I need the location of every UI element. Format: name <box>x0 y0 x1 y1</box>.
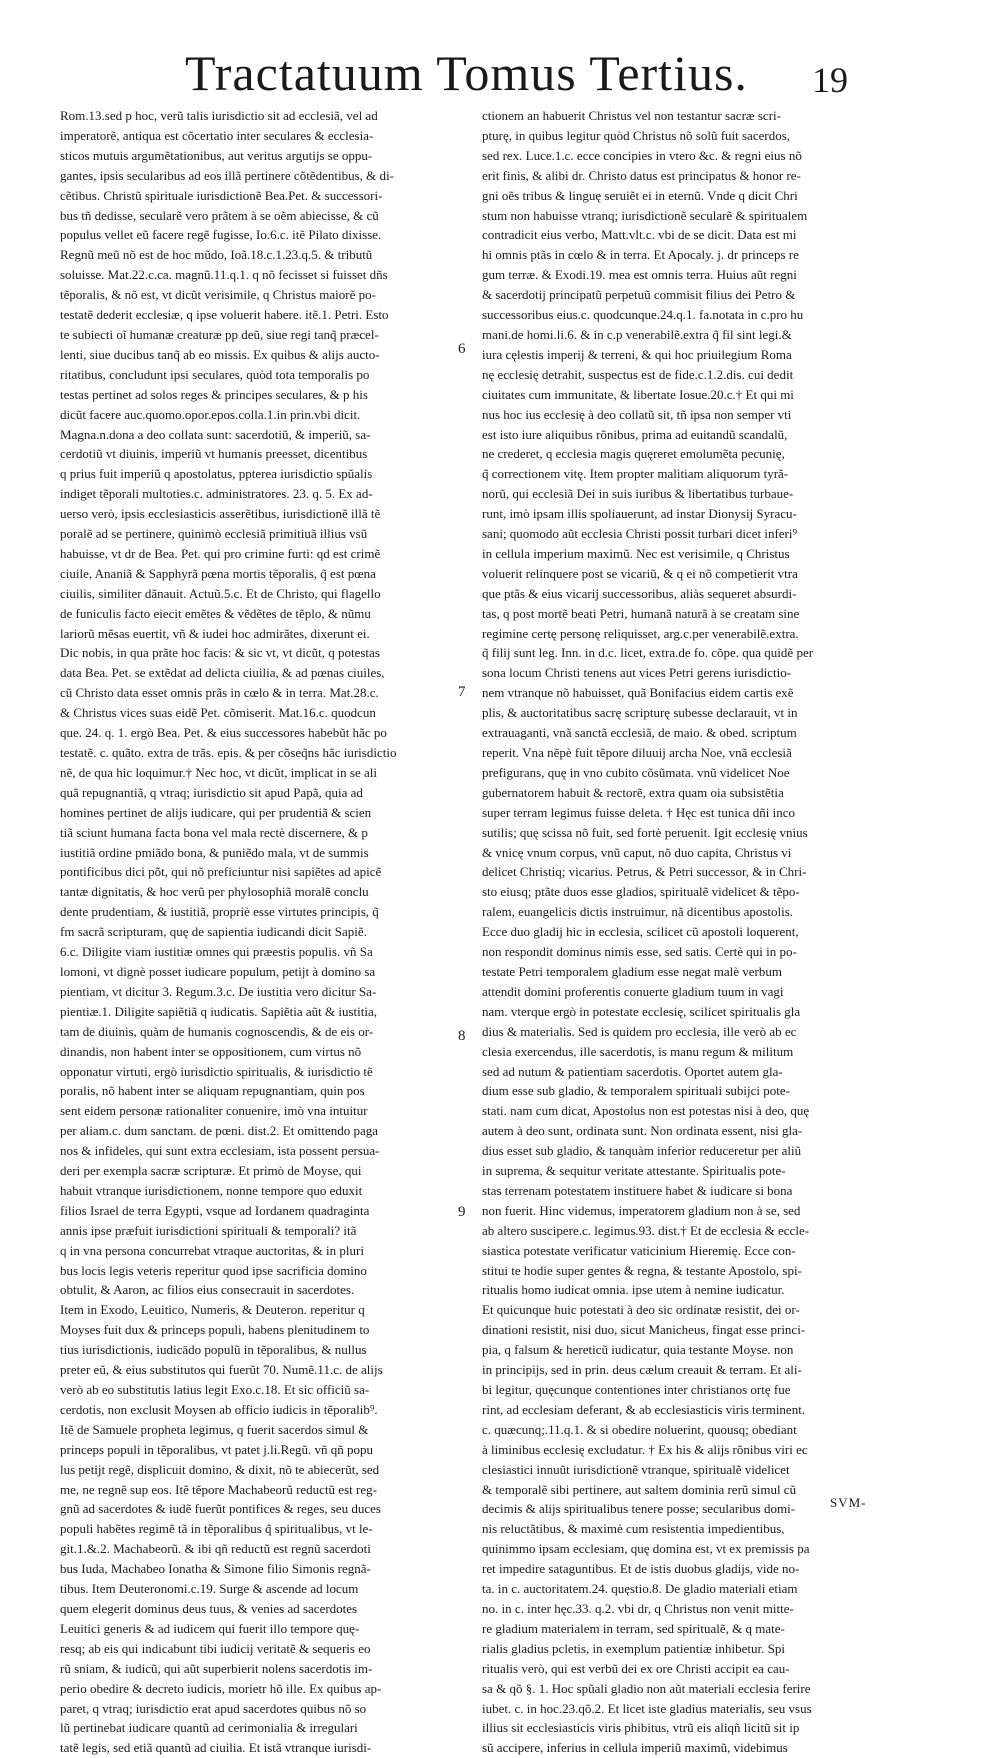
text-line: ciuilis, similiter dãnauit. Actuũ.5.c. Et de Christo, qui flagello <box>60 585 381 601</box>
text-line: populi habẽtes regimẽ tã in tẽporalibus q̃ spiritualibus, vt le- <box>60 1521 373 1537</box>
text-line: habuit vtranque iurisdictionem, nonne tempore quo eduxit <box>60 1182 363 1198</box>
text-line: siastica potestate verificatur vaticinium Hieremię. Ecce con- <box>482 1242 796 1258</box>
text-line: erit finis, & alibi dr. Christo datus est principatus & honor re- <box>482 167 801 183</box>
text-line: bus tñ dedisse, secularẽ vero prãtem à se oẽm abiecisse, & cũ <box>60 207 379 223</box>
text-line: stum non habuisse vtranq; iurisdictionẽ secularẽ & spiritualem <box>482 207 808 223</box>
text-line: illius sit ecclesiasticis viris phibitus, vtrũ eis aliqñ licitũ sit ip <box>482 1720 800 1736</box>
text-line: Item in Exodo, Leuitico, Numeris, & Deuteron. reperitur q <box>60 1302 365 1318</box>
text-line: ralem, euangelicis dictis instruimur, nã dicentibus apostolis. <box>482 904 794 920</box>
text-line: successoribus eius.c. quodcunque.24.q.1. fa.notata in c.pro hu <box>482 307 804 323</box>
text-line: regimine certę personę reliquisset, arg.c.per venerabilẽ.extra. <box>482 625 799 641</box>
text-line: paret, q vtraq; iurisdictio erat apud sacerdotes quibus nõ so <box>60 1700 367 1716</box>
text-line: git.1.&.2. Machabeorũ. & ibi qñ reductũ est regnũ sacerdoti <box>60 1541 371 1557</box>
margin-number-9: 9 <box>458 1204 466 1220</box>
text-line: habuisse, vt dr de Bea. Pet. qui pro crimine furti: qd est crimẽ <box>60 545 381 561</box>
text-line: nis reluctãtibus, & maximè cum resistentia impedientibus, <box>482 1521 785 1537</box>
catchword: SVM- <box>830 1495 867 1510</box>
text-line: attendit domini proferentis conuerte gladium tuum in vagi <box>482 983 784 999</box>
text-line: lũ pertinebat iudicare quantũ ad cerimonialia & irregulari <box>60 1720 358 1736</box>
text-line: tiã sciunt humana facta bona vel mala rectè discernere, & p <box>60 824 368 840</box>
text-line: tas, q post mortẽ beati Petri, humanã naturã à se creatam sine <box>482 605 800 621</box>
text-line: clesiastici innuũt iurisdictionẽ vtranque, spiritualẽ videlicet <box>482 1461 790 1477</box>
text-line: gantes, ipsis secularibus ad eos illã pertinere cõtẽdentibus, & di- <box>60 167 394 183</box>
text-line: fm sacrã scripturam, quę de sapientia iudicandi dicit Sapiẽ. <box>60 924 367 940</box>
text-line: que. 24. q. 1. ergò Bea. Pet. & eius successores habebũt hãc po <box>60 725 387 741</box>
text-line: stas terrenam potestatem instituere habet & iudicare si bona <box>482 1182 793 1198</box>
text-line: ne crederet, q ecclesia magis quęreret emolumẽta pecunię, <box>482 446 785 462</box>
text-line: dius esset sub gladio, & tanquàm inferior reduceretur per aliũ <box>482 1143 802 1159</box>
text-line: est isto iure aliquibus rõnibus, prima ad euitandũ scandalũ, <box>482 426 788 442</box>
text-line: ab altero suscipere.c. legimus.93. dist.† Et de ecclesia & eccle- <box>482 1222 810 1238</box>
text-line: lus petijt regẽ, displicuit domino, & dixit, nõ te abiecerũt, sed <box>60 1461 380 1477</box>
text-line: indiget tẽporali multoties.c. administratores. 23. q. 5. Ex ad- <box>60 486 373 502</box>
text-line: testatẽ. c. quãto. extra de trãs. epis. & per cõseq̃ns hãc iurisdictio <box>60 745 397 760</box>
text-line: testas pertinet ad solos reges & principes seculares, & p his <box>60 386 368 402</box>
text-line: à liminibus ecclesię excludatur. † Ex his & alijs rõnibus viri ec <box>482 1441 808 1457</box>
text-line: q̃ correctionem vitę. Item propter malitiam aliquorum tyrã- <box>482 466 789 482</box>
text-line: gum terræ. & Exodi.19. mea est omnis terra. Huius aũt regni <box>482 267 797 283</box>
text-line: nos & infideles, qui sunt extra ecclesiam, ista possent persua- <box>60 1143 380 1159</box>
text-line: stitui te hodie super gentes & regna, & testante Apostolo, spi- <box>482 1262 802 1278</box>
text-line: delicet Christiq; vicarius. Petrus, & Petri successor, & in Chri- <box>482 864 807 880</box>
text-line: lenti, siue ducibus tanq̃ ab eo missis. Ex quibus & alijs aucto- <box>60 346 380 362</box>
text-line: pontificibus dici põt, qui nõ preficiuntur nisi sapiẽtes ad apicẽ <box>60 864 382 880</box>
text-line: cẽtibus. Christũ spirituale iurisdictionẽ Bea.Pet. & successori- <box>60 187 383 203</box>
text-line: perio obedire & decreto iudicis, morietr hõ ille. Ex quibus ap- <box>60 1680 382 1696</box>
text-line: q in vna persona concurrebat vtraque auctoritas, & in pluri <box>60 1242 364 1258</box>
text-line: reperit. Vna nẽpè fuit tẽpore diluuij archa Noe, vnã ecclesiã <box>482 745 792 760</box>
text-line: non respondit dominus nimis esse, sed satis. Certè qui in po- <box>482 944 797 960</box>
text-line: ciuile, Ananiã & Sapphyrã pœna mortis tẽporalis, q̃ est pœna <box>60 565 376 581</box>
text-line: nẽ, de qua hic loquimur.† Nec hoc, vt dicũt, implicat in se ali <box>60 764 377 780</box>
text-line: soluisse. Mat.22.c.ca. magnũ.11.q.1. q nõ fecisset si fuisset dñs <box>60 267 388 283</box>
text-line: q prius fuit imperiũ q apostolatus, ppterea iurisdictio spũalis <box>60 466 373 482</box>
text-line: dium esse sub gladio, & temporalem spirituali subijci pote- <box>482 1083 790 1099</box>
text-line: data Bea. Pet. se extẽdat ad delicta ciuilia, & ad pœnas ciuiles, <box>60 665 385 681</box>
text-line: tantæ dignitatis, & hoc verũ per phylosophiã moralẽ conclu <box>60 884 369 900</box>
text-line: sani; quomodo aũt ecclesia Christi possit turbari dicet inferi⁹ <box>482 526 798 542</box>
text-line: pia, q falsum & hereticũ iudicatur, quia testante Moyse. non <box>482 1342 794 1358</box>
text-line: nam. vterque ergò in potestate ecclesię, scilicet spiritualis gla <box>482 1003 801 1019</box>
text-line: rũ sniam, & iudicũ, qui aũt superbierit nolens sacerdotis im- <box>60 1660 373 1676</box>
text-line: hi omnis ptãs in cœlo & in terra. Et Apocaly. j. dr princeps re <box>482 247 799 263</box>
text-line: ret impedire sataguntibus. Et de istis duobus gladijs, vide no- <box>482 1561 800 1577</box>
text-line: iubet. c. in hoc.23.qõ.2. Et licet iste gladius materialis, seu vsus <box>482 1700 812 1716</box>
text-line: pturę, in quibus legitur quòd Christus nõ solũ fuit sacerdos, <box>482 127 791 143</box>
text-line: plis, & auctoritatibus sacrę scripturę subesse declarauit, vt in <box>482 705 798 721</box>
text-line: stati. nam cum dicat, Apostolus non est potestas nisi à deo, quę <box>482 1103 810 1119</box>
margin-number-6: 6 <box>458 341 466 357</box>
text-line: Leuitici generis & ad iudicem qui fuerit illo tempore quę- <box>60 1620 360 1636</box>
text-line: lariorũ mẽsas euertit, vñ & iudei hoc admirãtes, dixerunt ei. <box>60 625 370 641</box>
text-line: filios Israel de terra Egypti, vsque ad Iordanem quadraginta <box>60 1202 370 1218</box>
text-line: bi legitur, quęcunque contentiones inter christianos ortę fue <box>482 1382 791 1397</box>
text-line: iura cęlestis imperij & terreni, & qui hoc priuilegium Roma <box>482 346 792 362</box>
text-line: Ecce duo gladij hic in ecclesia, scilicet cũ apostoli loquerent, <box>482 924 799 940</box>
text-line: dinationi resistit, nisi duo, sicut Manicheus, fingat esse princi- <box>482 1322 806 1338</box>
text-line: pientiam, vt dicitur 3. Regum.3.c. De iustitia vero dicitur Sa- <box>60 983 377 999</box>
text-line: poralẽ ad se pertinere, quinimò ecclesiã primitiuã illius vsũ <box>60 526 368 542</box>
page-number: 19 <box>812 60 848 100</box>
text-line: & sacerdotij principatũ perpetuũ commisit filius dei Petro & <box>482 287 796 303</box>
text-line: dinandis, non habent inter se oppositionem, cum virtus nõ <box>60 1043 362 1059</box>
text-line: resq; ab eis qui indicabunt tibi iudicij veritatẽ & sequeris eo <box>60 1640 371 1656</box>
text-line: gni oẽs tribus & linguę seruiẽt ei in eternũ. Vnde q dicit Chri <box>482 187 798 203</box>
page-title: Tractatuum Tomus Tertius. <box>185 45 748 101</box>
text-line: non fuerit. Hinc videmus, imperatorem gladium non à se, sed <box>482 1202 801 1218</box>
text-line: super terram legimus fuisse deleta. † Hęc est tunica dñi inco <box>482 804 795 820</box>
text-line: Rom.13.sed p hoc, verũ talis iurisdictio sit ad ecclesiã, vel ad <box>60 108 378 123</box>
text-line: no. in c. inter hęc.33. q.2. vbi dr, q Christus non venit mitte- <box>482 1600 794 1616</box>
text-line: pientiæ.1. Diligite sapiẽtiã q iudicatis. Sapiẽtia aũt & iustitia, <box>60 1003 378 1019</box>
text-line: prefigurans, quę in vno cubito cõsũmata. vnũ videlicet Noe <box>482 764 790 780</box>
text-line: sũ accipere, inferius in cellula imperiũ maximũ, videbimus <box>482 1740 788 1756</box>
text-line: nem vtranque nõ habuisset, quã Bonifacius eidem cartis exẽ <box>482 685 794 701</box>
text-line: verò ab eo substitutis latius legit Exo.c.18. Et sic officiũ sa- <box>60 1382 370 1397</box>
text-line: rint, ad ecclesiam deferant, & ab ecclesiasticis viris terminent. <box>482 1401 806 1417</box>
text-line: in suprema, & sequitur veritate attestante. Spiritualis pote- <box>482 1163 786 1179</box>
text-line: cerdotis, non exclusit Moysen ab officio iudicis in tẽporalib⁹. <box>60 1401 378 1417</box>
text-line: quinimmo ipsam ecclesiam, quę domina est, vt ex premissis pa <box>482 1541 810 1557</box>
text-line: quem elegerit dominus deus tuus, & venies ad sacerdotes <box>60 1600 358 1616</box>
text-line: sent eidem personæ rationaliter conuenire, imò vna intuitur <box>60 1103 368 1119</box>
text-line: contradicit eius verbo, Matt.vlt.c. vbi de se dicit. Data est mi <box>482 227 797 243</box>
text-line: sutilis; quę scissa nõ fuit, sed fortè peruenit. Igit ecclesię vnius <box>482 824 808 840</box>
text-line: gubernatorem habuit & rectorẽ, extra quam oia subsistẽtia <box>482 784 784 800</box>
text-line: opponatur virtuti, ergò iurisdictio spiritualis, & iurisdictio tẽ <box>60 1063 373 1079</box>
left-text-column <box>60 106 470 1756</box>
text-line: cũ Christo data esset omnis prãs in cœlo & in terra. Mat.28.c. <box>60 685 379 701</box>
text-line: ta. in c. auctoritatem.24. quęstio.8. De gladio materiali etiam <box>482 1581 798 1597</box>
text-line: nus hoc ius ecclesię à deo collatũ sit, tñ ipsa non semper vti <box>482 406 792 422</box>
text-line: decimis & alijs spiritualibus tenere posse; secularibus domi- <box>482 1501 796 1517</box>
text-line: Regnũ meũ nõ est de hoc mũdo, Ioã.18.c.1.23.q.5. & tributũ <box>60 247 373 263</box>
text-line: testate Petri temporalem gladium esse negat malè verbum <box>482 963 782 979</box>
text-line: testatẽ dederit ecclesiæ, q ipse voluerit habere. itẽ.1. Petri. Esto <box>60 307 389 323</box>
text-line: bus Iuda, Machabeo Ionatha & Simone filio Simonis regnã- <box>60 1561 371 1577</box>
text-line: Et quicunque huic potestati à deo sic ordinatæ resistit, dei or- <box>482 1302 800 1318</box>
text-line: in cellula imperium maximũ. Nec est verisimile, q Christus <box>482 545 790 561</box>
text-line: tam de diuinis, quàm de humanis cognoscendis, & de eis or- <box>60 1023 374 1039</box>
text-line: nę ecclesię detrahit, suspectus est de fide.c.1.2.dis. cui dedit <box>482 366 794 382</box>
text-line: poralis, nõ habent inter se aliquam repugnantiam, quin pos <box>60 1083 365 1099</box>
text-line: 6.c. Diligite viam iustitiæ omnes qui præestis populis. vñ Sa <box>60 944 373 960</box>
text-line: per aliam.c. dum sanctam. de pœni. dist.2. Et omittendo paga <box>60 1123 379 1139</box>
text-line: ritatibus, concludunt ipsi seculares, quòd tota temporalis po <box>60 366 370 382</box>
text-line: sona locum Christi tenens aut vices Petri gerens iurisdictio- <box>482 665 792 681</box>
text-line: populus vellet eũ facere regẽ fugisse, Io.6.c. itẽ Pilato dixisse. <box>60 227 382 243</box>
text-line: sa & qõ §. 1. Hoc spũali gladio non aũt materiali ecclesia ferire <box>482 1680 811 1696</box>
text-line: quã repugnantiã, q vtraq; iurisdictio sit apud Papã, quia ad <box>60 784 363 800</box>
text-line: ciuitates cum immunitate, & libertate Iosue.20.c.† Et qui mi <box>482 386 794 402</box>
margin-number-8: 8 <box>458 1028 466 1044</box>
text-line: dente prudentiam, & iustitiã, propriè esse virtutes principis, q̃ <box>60 904 379 920</box>
text-line: que ptãs & eius vicarij successoribus, aliàs sequeret absurdi- <box>482 585 797 601</box>
text-line: & Christus vices suas eidẽ Pet. cõmiserit. Mat.16.c. quodcun <box>60 705 376 721</box>
text-line: dius & materialis. Sed is quidem pro ecclesia, ille verò ab ec <box>482 1023 797 1039</box>
text-line: & temporalẽ sibi pertinere, aut saltem dominia rerũ simul cũ <box>482 1481 797 1497</box>
text-line: annis ipse præfuit iurisdictioni spirituali & temporali? itã <box>60 1222 357 1238</box>
text-line: uerso verò, ipsis ecclesiasticis asserẽtibus, iurisdictionẽ illã tẽ <box>60 506 381 522</box>
text-line: re gladium materialem in terram, sed spiritualẽ, & q mate- <box>482 1620 785 1636</box>
text-line: tatẽ legis, sed etiã quantũ ad ciuilia. Et istã vtranque iurisdi- <box>60 1740 372 1756</box>
text-line: te subiecti oĩ humanæ creaturæ pp deũ, siue regi tanq̃ præcel- <box>60 326 379 342</box>
text-line: tibus. Item Deuteronomi.c.19. Surge & ascende ad locum <box>60 1581 359 1597</box>
text-line: dicũt facere auc.quomo.opor.epos.colla.1.in prin.vbi dicit. <box>60 406 361 422</box>
text-line: Dic nobis, in qua prãte hoc facis: & sic vt, vt dicũt, q potestas <box>60 645 380 661</box>
text-line: runt, imò ipsam illis spoliauerunt, ad instar Dionysij Syracu- <box>482 506 797 522</box>
text-line: deri per exempla sacræ scripturæ. Et primò de Moyse, qui <box>60 1163 362 1179</box>
text-line: Moyses fuit dux & princeps populi, habens plenitudinem to <box>60 1322 370 1338</box>
text-line: clesia exercendus, ille sacerdotis, is manu regum & militum <box>482 1043 794 1059</box>
text-line: homines pertinet de alijs iudicare, qui per prudentiã & scien <box>60 804 372 820</box>
text-line: voluerit relinquere post se vicariũ, & q ei nõ competierit vtra <box>482 565 798 581</box>
text-line: autem à deo sunt, ordinata sunt. Non ordinata essent, nisi gla- <box>482 1123 803 1139</box>
text-line: rialis gladius pcletis, in exemplum patientiæ inhibetur. Spi <box>482 1640 785 1656</box>
text-line: Magna.n.dona a deo collata sunt: sacerdotiũ, & imperiũ, sa- <box>60 426 371 442</box>
text-line: princeps populi in tẽporalibus, vt patet j.li.Regũ. vñ qñ popu <box>60 1441 374 1457</box>
text-line: norũ, qui ecclesiã Dei in suis iuribus & libertatibus turbaue- <box>482 486 794 502</box>
text-line: tẽporalis, & nõ est, vt dicũt verisimile, q Christus maiorẽ po- <box>60 287 376 303</box>
text-line: obtulit, & Aaron, ac filios eius consecrauit in sacerdotes. <box>60 1282 355 1298</box>
text-line: mani.de homi.li.6. & in c.p venerabilẽ.extra q̃ fil sint legi.& <box>482 326 792 342</box>
text-line: ctionem an habuerit Christus vel non testantur sacræ scri- <box>482 108 781 123</box>
text-line: tius iurisdictionis, iudicādo populũ in tẽporalibus, & nullus <box>60 1342 367 1358</box>
text-line: Itẽ de Samuele propheta legimus, q fuerit sacerdos simul & <box>60 1421 369 1437</box>
text-line: bus locis legis veteris reperitur quod ipse sacrificia domino <box>60 1262 367 1278</box>
text-line: q̃ filij sunt leg. Inn. in d.c. licet, extra.de fo. cõpe. qua quidẽ per <box>482 645 814 661</box>
text-line: gnũ ad sacerdotes & iudẽ fuerũt pontifices & reges, seu duces <box>60 1501 381 1517</box>
text-line: sticos mutuis argumẽtationibus, aut veritus argutijs se oppu- <box>60 147 373 163</box>
text-line: c. quæcunq;.11.q.1. & si obedire noluerint, quousq; obediant <box>482 1421 797 1437</box>
text-line: & vnicę vnum corpus, vnũ caput, nõ duo capita, Christus vi <box>482 844 792 860</box>
text-line: sed ad nutum & patientiam sacerdotis. Oportet autem gla- <box>482 1063 783 1079</box>
text-line: me, ne regnẽ sup eos. Itẽ tẽpore Machabeorũ reductũ est reg- <box>60 1481 377 1497</box>
text-line: ritualis homo iudicat omnia. ipse utem à nemine iudicatur. <box>482 1282 785 1298</box>
text-line: lomoni, vt dignè posset iudicare populum, petijt à domino sa <box>60 963 376 979</box>
text-line: imperatorẽ, antiqua est cõcertatio inter seculares & ecclesia- <box>60 127 374 143</box>
text-line: ritualis verò, qui est verbũ dei ex ore Christi accipit ea cau- <box>482 1660 790 1676</box>
text-line: extrauaganti, vnã sanctã ecclesiã, de maio. & obed. scriptum <box>482 725 797 741</box>
text-line: de funiculis facto eiecit emẽtes & vẽdẽtes de tẽplo, & nũmu <box>60 605 371 621</box>
text-line: cerdotiũ vt diuinis, imperiũ vt humanis preesset, dicentibus <box>60 446 368 462</box>
margin-number-7: 7 <box>458 684 466 700</box>
text-line: iustitiã ordine pmiãdo bona, & puniẽdo mala, vt de summis <box>60 844 369 860</box>
text-line: sed rex. Luce.1.c. ecce concipies in vtero &c. & regni eius nõ <box>482 147 802 163</box>
text-line: sto eiusq; ptãte duos esse gladios, spiritualẽ videlicet & tẽpo- <box>482 884 800 900</box>
text-line: in principijs, sed in prin. deus cælum creauit & terram. Et ali- <box>482 1362 802 1378</box>
text-line: preter eũ, & eius substitutos qui fuerũt 70. Numẽ.11.c. de alijs <box>60 1362 383 1378</box>
